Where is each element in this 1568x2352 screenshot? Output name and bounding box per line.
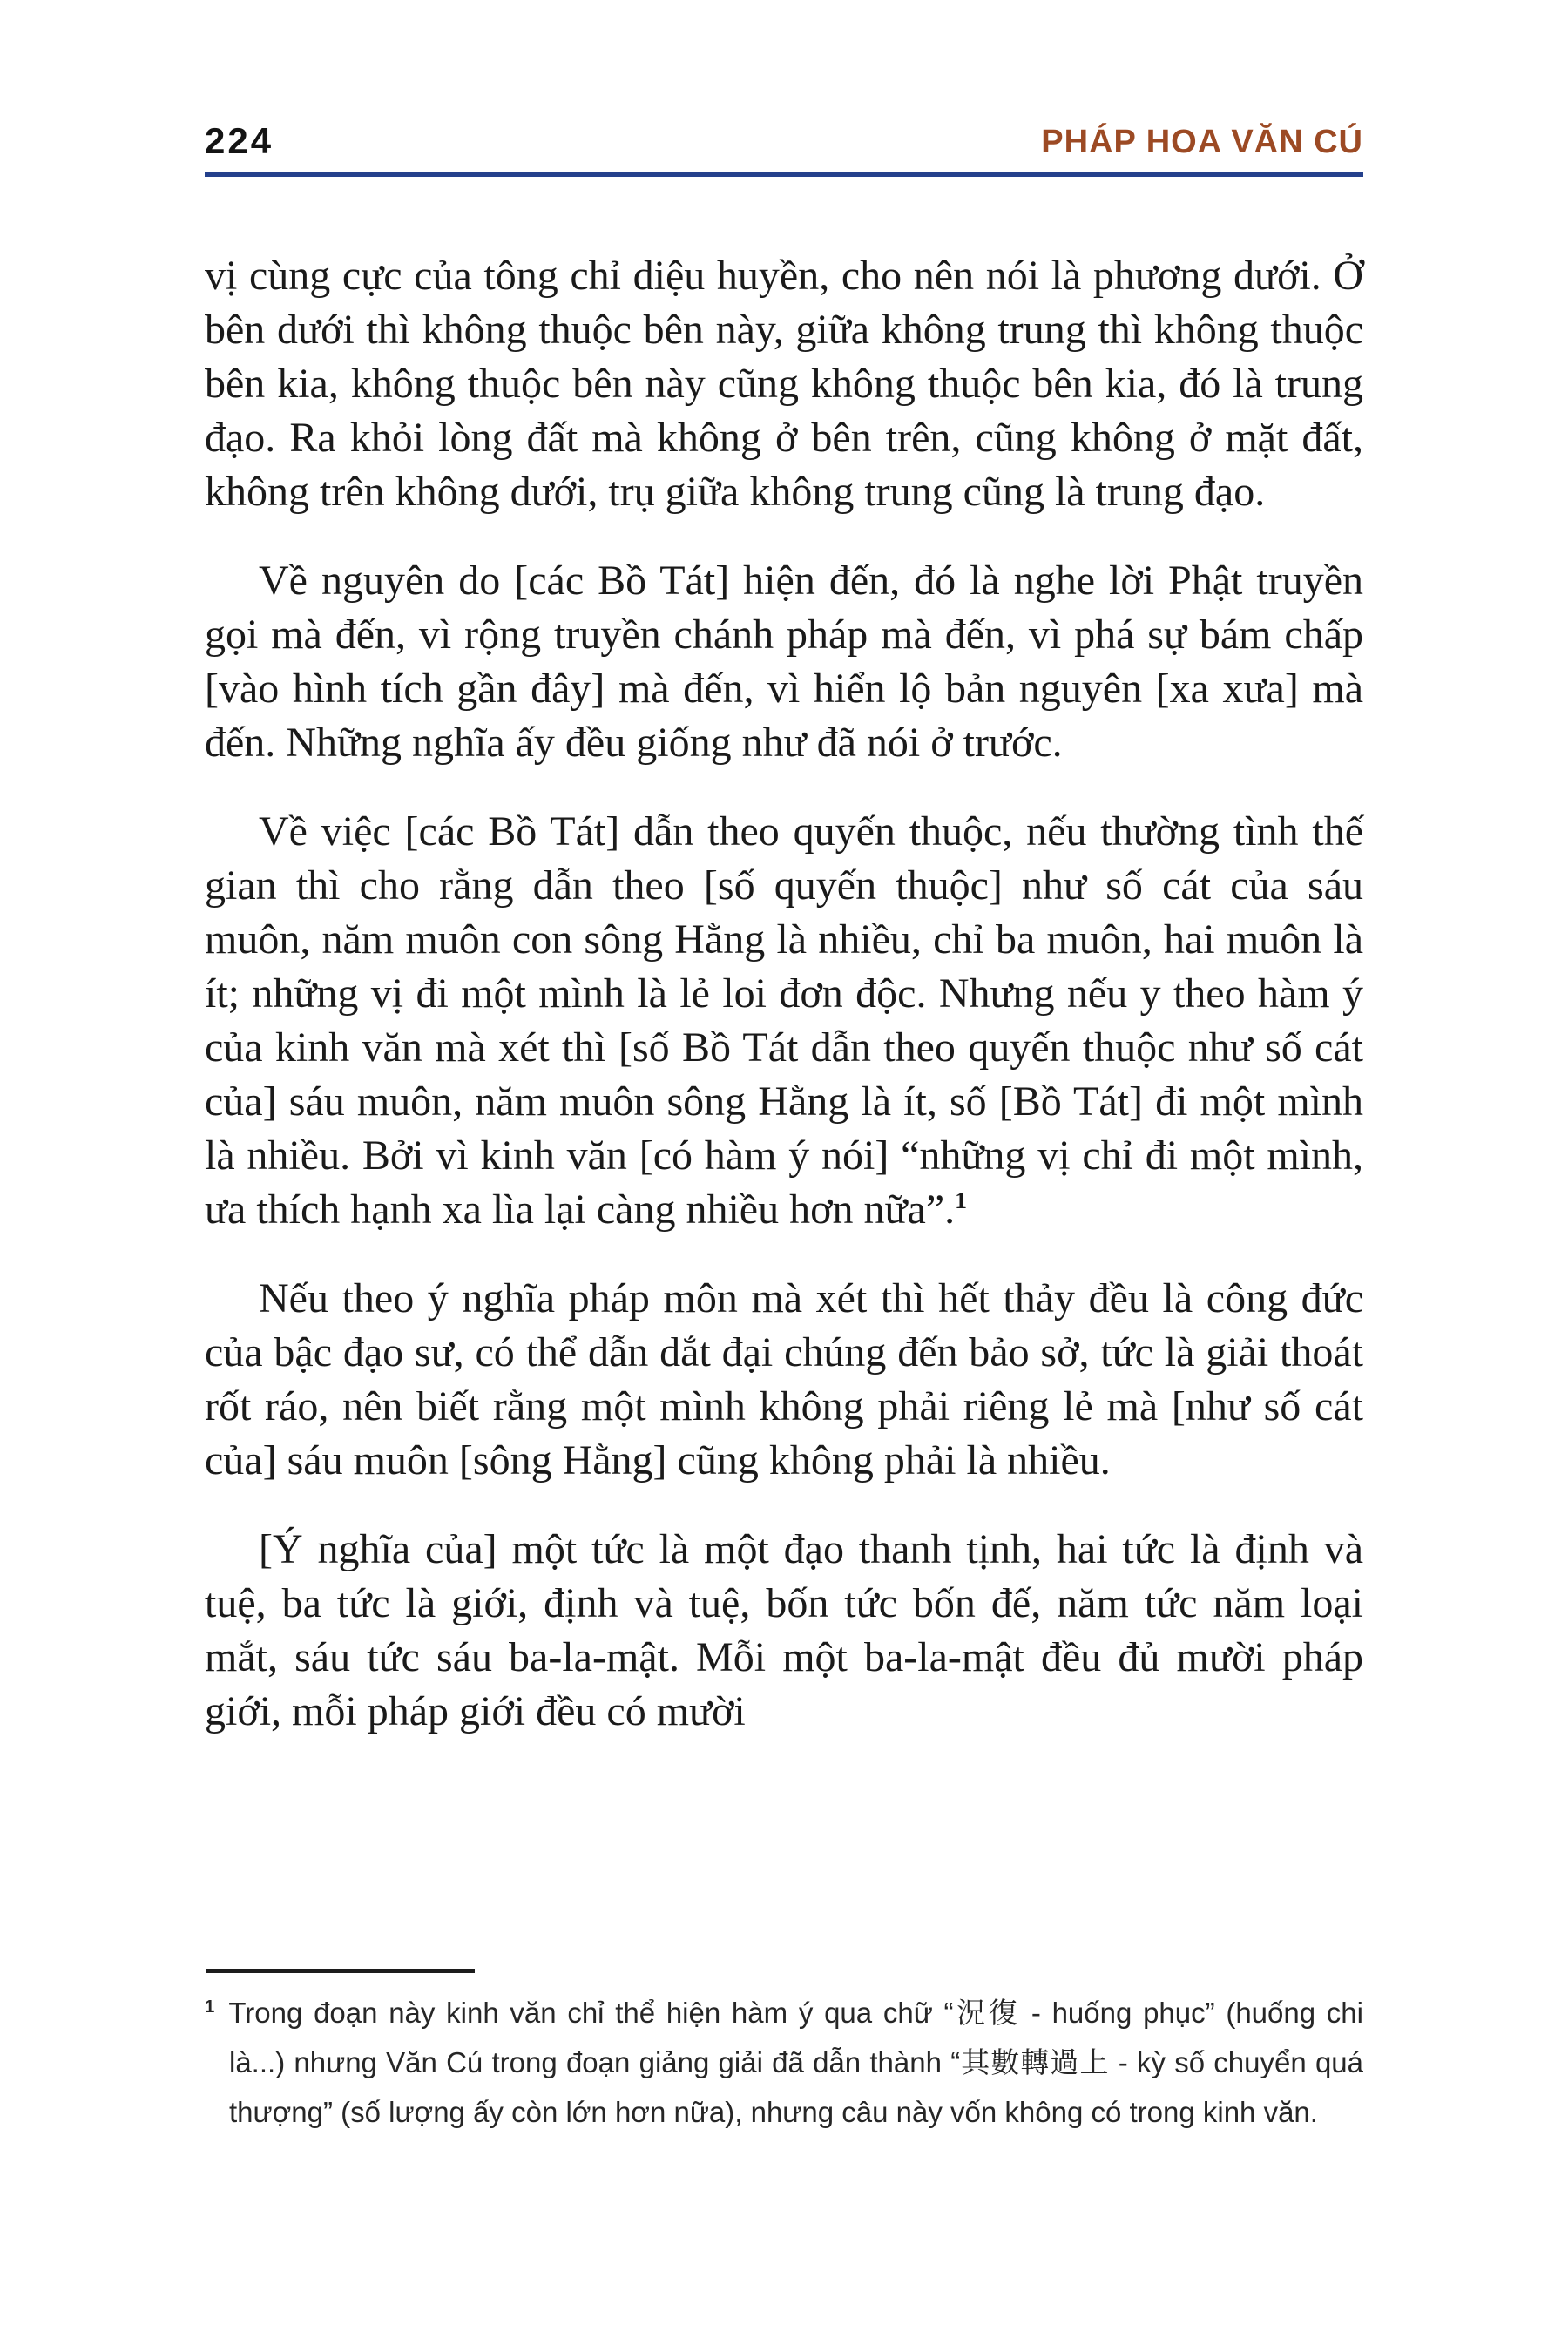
header-rule <box>205 172 1363 177</box>
page-header <box>205 120 1363 162</box>
paragraph: vị cùng cực của tông chỉ diệu huyền, cho nên nói là phương dưới. Ở bên dưới thì không thuộc bên này, giữa không trung thì không thuộc bên kia, không thuộc bên này cũng không thuộc bên kia, đó là trung đạo. Ra khỏi lòng đất mà không ở bên trên, cũng không ở mặt đất, không trên không dưới, trụ giữa không trung cũng là trung đạo. <box>205 253 1363 515</box>
footnote-reference: 1 <box>955 1187 968 1214</box>
footnote-marker: 1 <box>205 1997 215 2017</box>
footnote <box>205 1988 1363 2137</box>
paragraph: Nếu theo ý nghĩa pháp môn mà xét thì hết thảy đều là công đức của bậc đạo sư, có thể dẫn dắt đại chúng đến bảo sở, tức là giải thoát rốt ráo, nên biết rằng một mình không phải riêng lẻ mà [như số cát của] sáu muôn [sông Hằng] cũng không phải là nhiều. <box>205 1275 1363 1484</box>
body-text <box>205 249 1363 1739</box>
paragraph: Về nguyên do [các Bồ Tát] hiện đến, đó là nghe lời Phật truyền gọi mà đến, vì rộng truyền chánh pháp mà đến, vì phá sự bám chấp [vào hình tích gần đây] mà đến, vì hiển lộ bản nguyên [xa xưa] mà đến. Những nghĩa ấy đều giống như đã nói ở trước. <box>205 558 1363 766</box>
page-number: 224 <box>205 120 274 161</box>
footnote-separator <box>206 1969 475 1973</box>
paragraph: [Ý nghĩa của] một tức là một đạo thanh tịnh, hai tức là định và tuệ, ba tức là giới, định và tuệ, bốn tức bốn đế, năm tức năm loại mắt, sáu tức sáu ba-la-mật. Mỗi một ba-la-mật đều đủ mười pháp giới, mỗi pháp giới đều có mười <box>205 1526 1363 1734</box>
running-title: PHÁP HOA VĂN CÚ <box>1041 124 1363 160</box>
footnote-text: Trong đoạn này kinh văn chỉ thể hiện hàm ý qua chữ “況復 - huống phục” (huống chi là...) nhưng Văn Cú trong đoạn giảng giải đã dẫn thành “其數轉過上 - kỳ số chuyển quá thượng” (số lượng ấy còn lớn hơn nữa), nhưng câu này vốn không có trong kinh văn. <box>228 1997 1363 2128</box>
paragraph: Về việc [các Bồ Tát] dẫn theo quyến thuộc, nếu thường tình thế gian thì cho rằng dẫn theo [số quyến thuộc] như số cát của sáu muôn, năm muôn con sông Hằng là nhiều, chỉ ba muôn, hai muôn là ít; những vị đi một mình là lẻ loi đơn độc. Nhưng nếu y theo hàm ý của kinh văn mà xét thì [số Bồ Tát dẫn theo quyến thuộc như số cát của] sáu muôn, năm muôn sông Hằng là ít, số [Bồ Tát] đi một mình là nhiều. Bởi vì kinh văn [có hàm ý nói] “những vị chỉ đi một mình, ưa thích hạnh xa lìa lại càng nhiều hơn nữa”.$^1$ <box>205 808 1363 1233</box>
